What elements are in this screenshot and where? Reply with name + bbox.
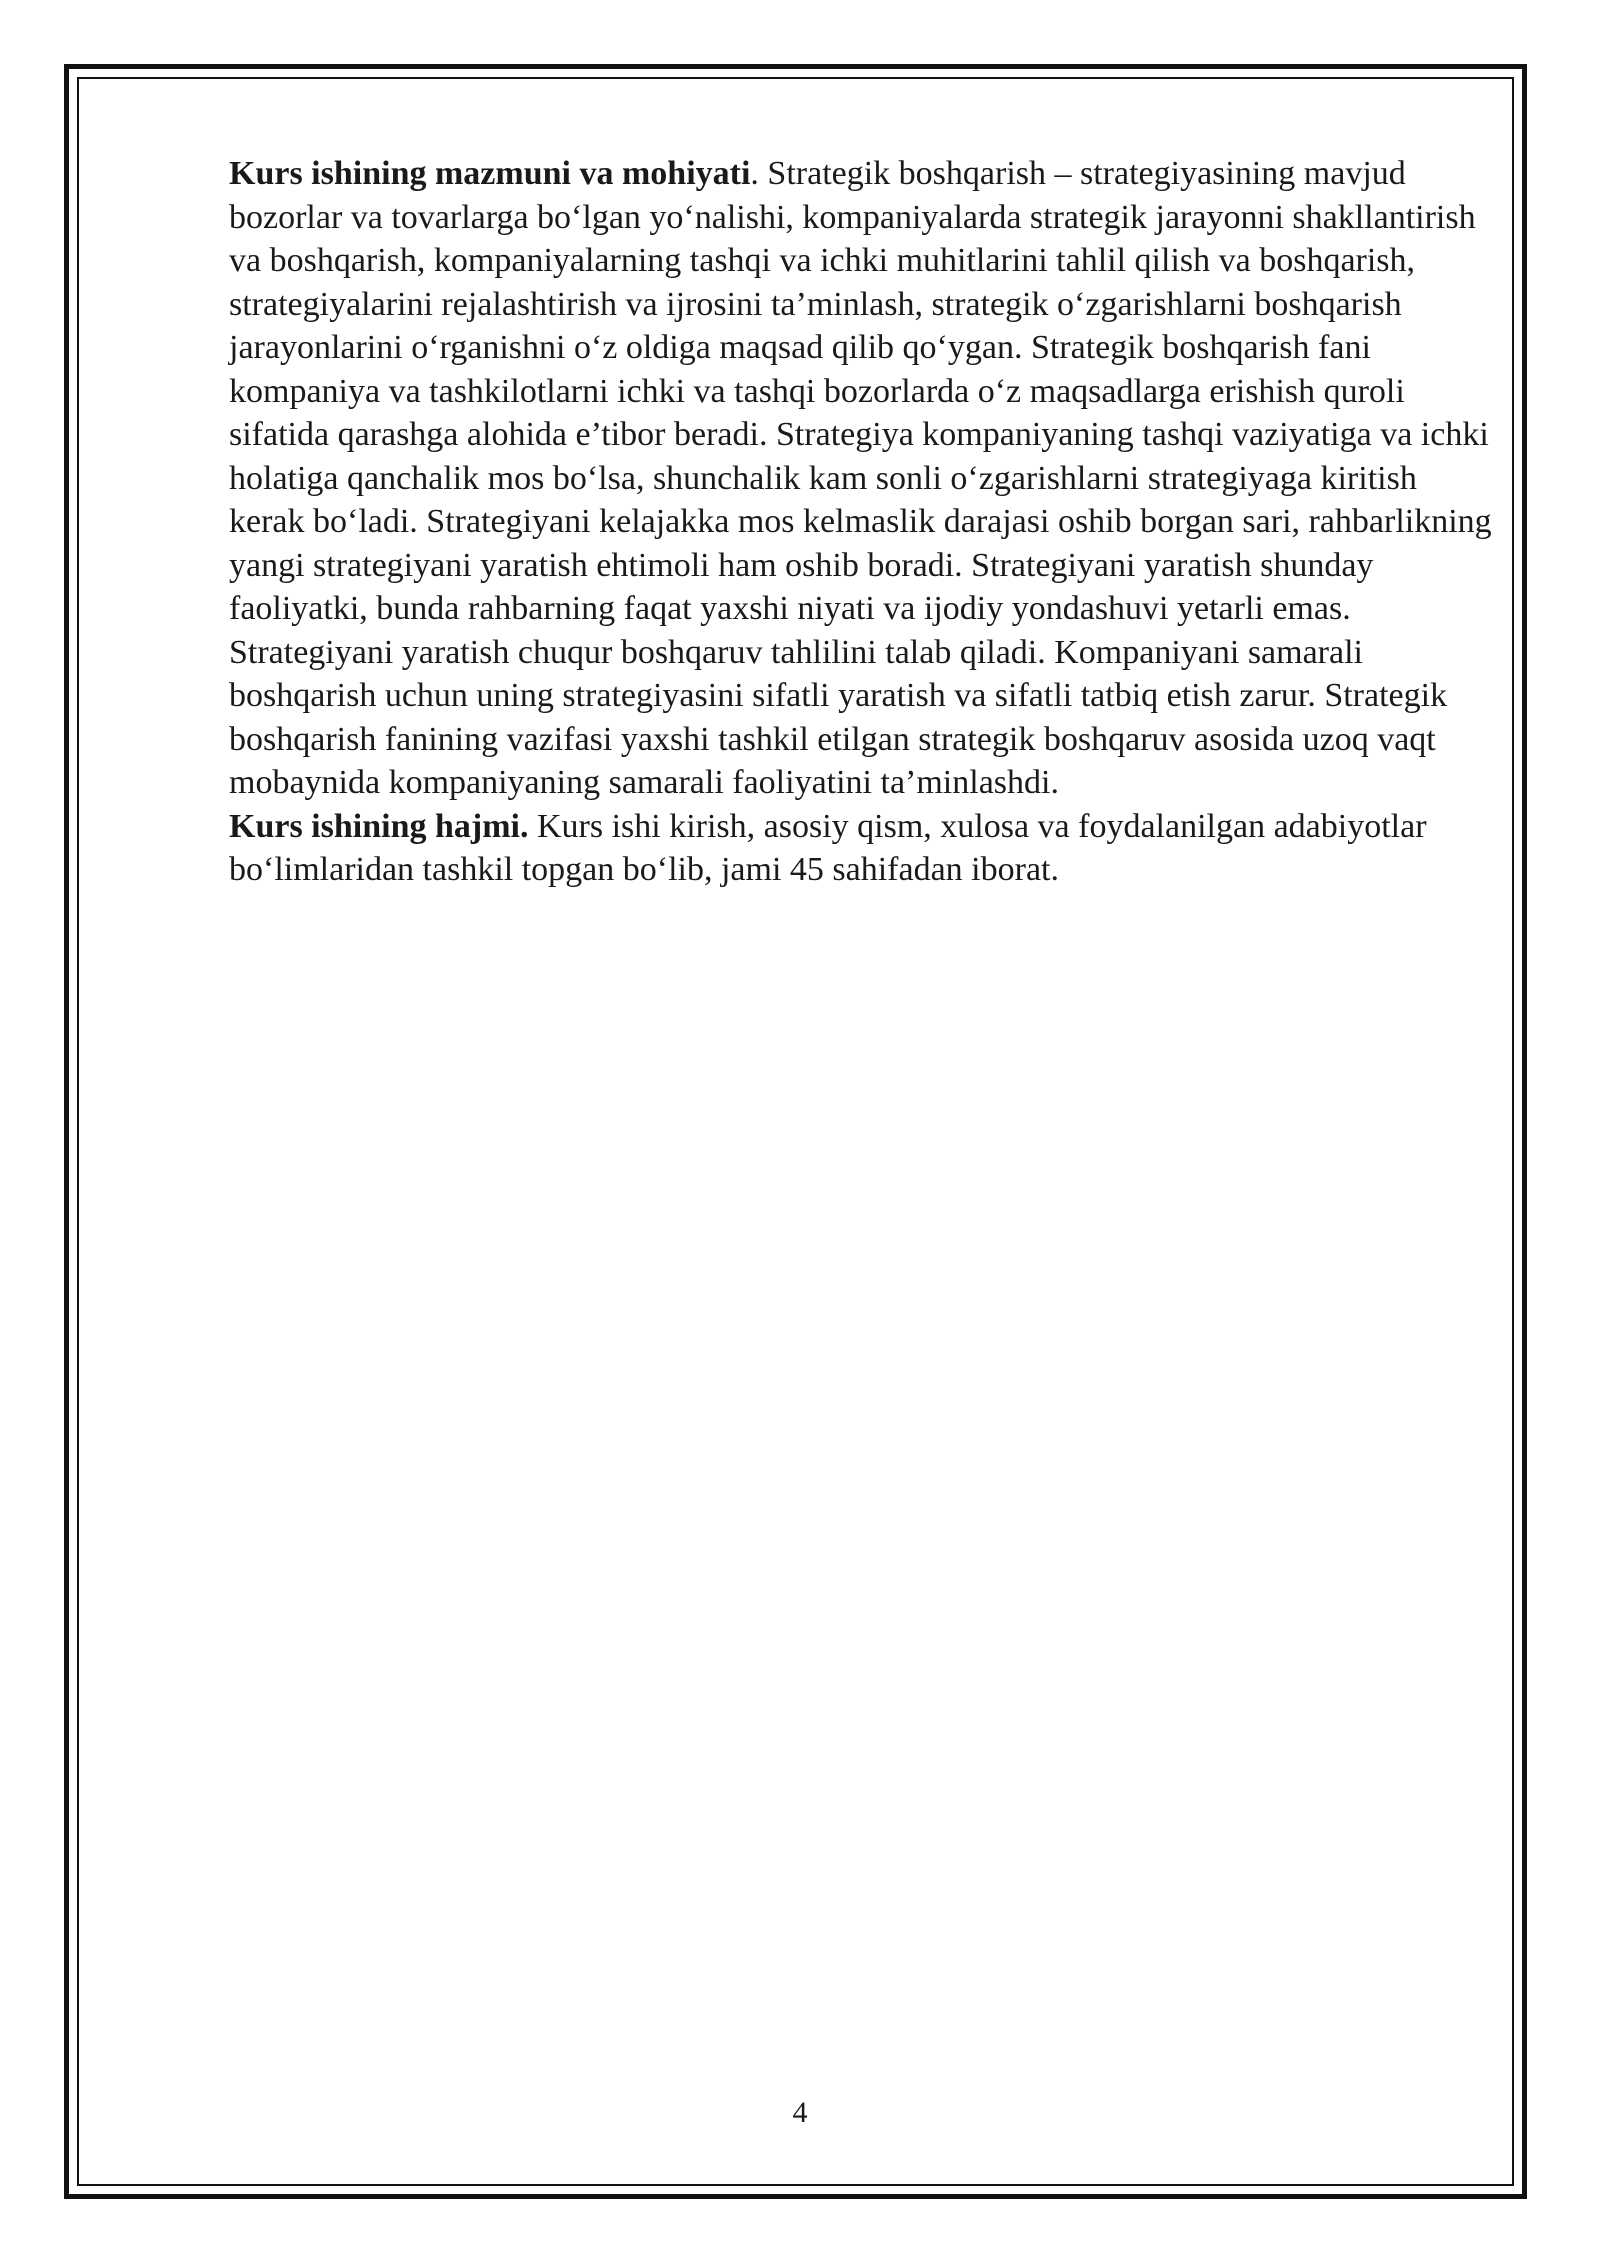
paragraph-volume — [229, 805, 1494, 892]
paragraph-content-essence — [229, 152, 1494, 805]
page-number: 4 — [792, 2096, 808, 2129]
paragraph-heading: Kurs ishining mazmuni va mohiyati — [229, 155, 751, 192]
paragraph-heading: Kurs ishining hajmi. — [229, 807, 529, 845]
paragraph-text: Kurs ishi kirish, asosiy qism, xulosa va foydalanilgan adabiyotlar bo‘limlaridan tashkil topgan bo‘lib, jami 45 sahifadan iborat. — [229, 807, 1427, 888]
paragraph-text: . Strategik boshqarish – strategiyasining mavjud bozorlar va tovarlarga bo‘lgan yo‘nalishi, kompaniyalarda strategik jarayonni shakllantirish va boshqarish, kompaniyalarning tashqi va ichki muhitlarini tahlil qilish va boshqarish, strategiyalarini rejalashtirish va ijrosini ta’minlash, strategik o‘zgarishlarni boshqarish jarayonlarini o‘rganishni o‘z oldiga maqsad qilib qo‘ygan. Strategik boshqarish fani kompaniya va tashkilotlarni ichki va tashqi bozorlarda o‘z maqsadlarga erishish quroli sifatida qarashga alohida e’tibor beradi. Strategiya kompaniyaning tashqi vaziyatiga va ichki holatiga qanchalik mos bo‘lsa, shunchalik kam sonli o‘zgarishlarni strategiyaga kiritish kerak bo‘ladi. Strategiyani kelajakka mos kelmaslik darajasi oshib borgan sari, rahbarlikning yangi strategiyani yaratish ehtimoli ham oshib boradi. Strategiyani yaratish shunday faoliyatki, bunda rahbarning faqat yaxshi niyati va ijodiy yondashuvi yetarli emas. Strategiyani yaratish chuqur boshqaruv tahlilini talab qiladi. Kompaniyani samarali boshqarish uchun uning strategiyasini sifatli yaratish va sifatli tatbiq etish zarur. Strategik boshqarish fanining vazifasi yaxshi tashkil etilgan strategik boshqaruv asosida uzoq vaqt mobaynida kompaniyaning samarali faoliyatini ta’minlashdi. — [229, 155, 1492, 801]
document-body — [229, 152, 1494, 892]
